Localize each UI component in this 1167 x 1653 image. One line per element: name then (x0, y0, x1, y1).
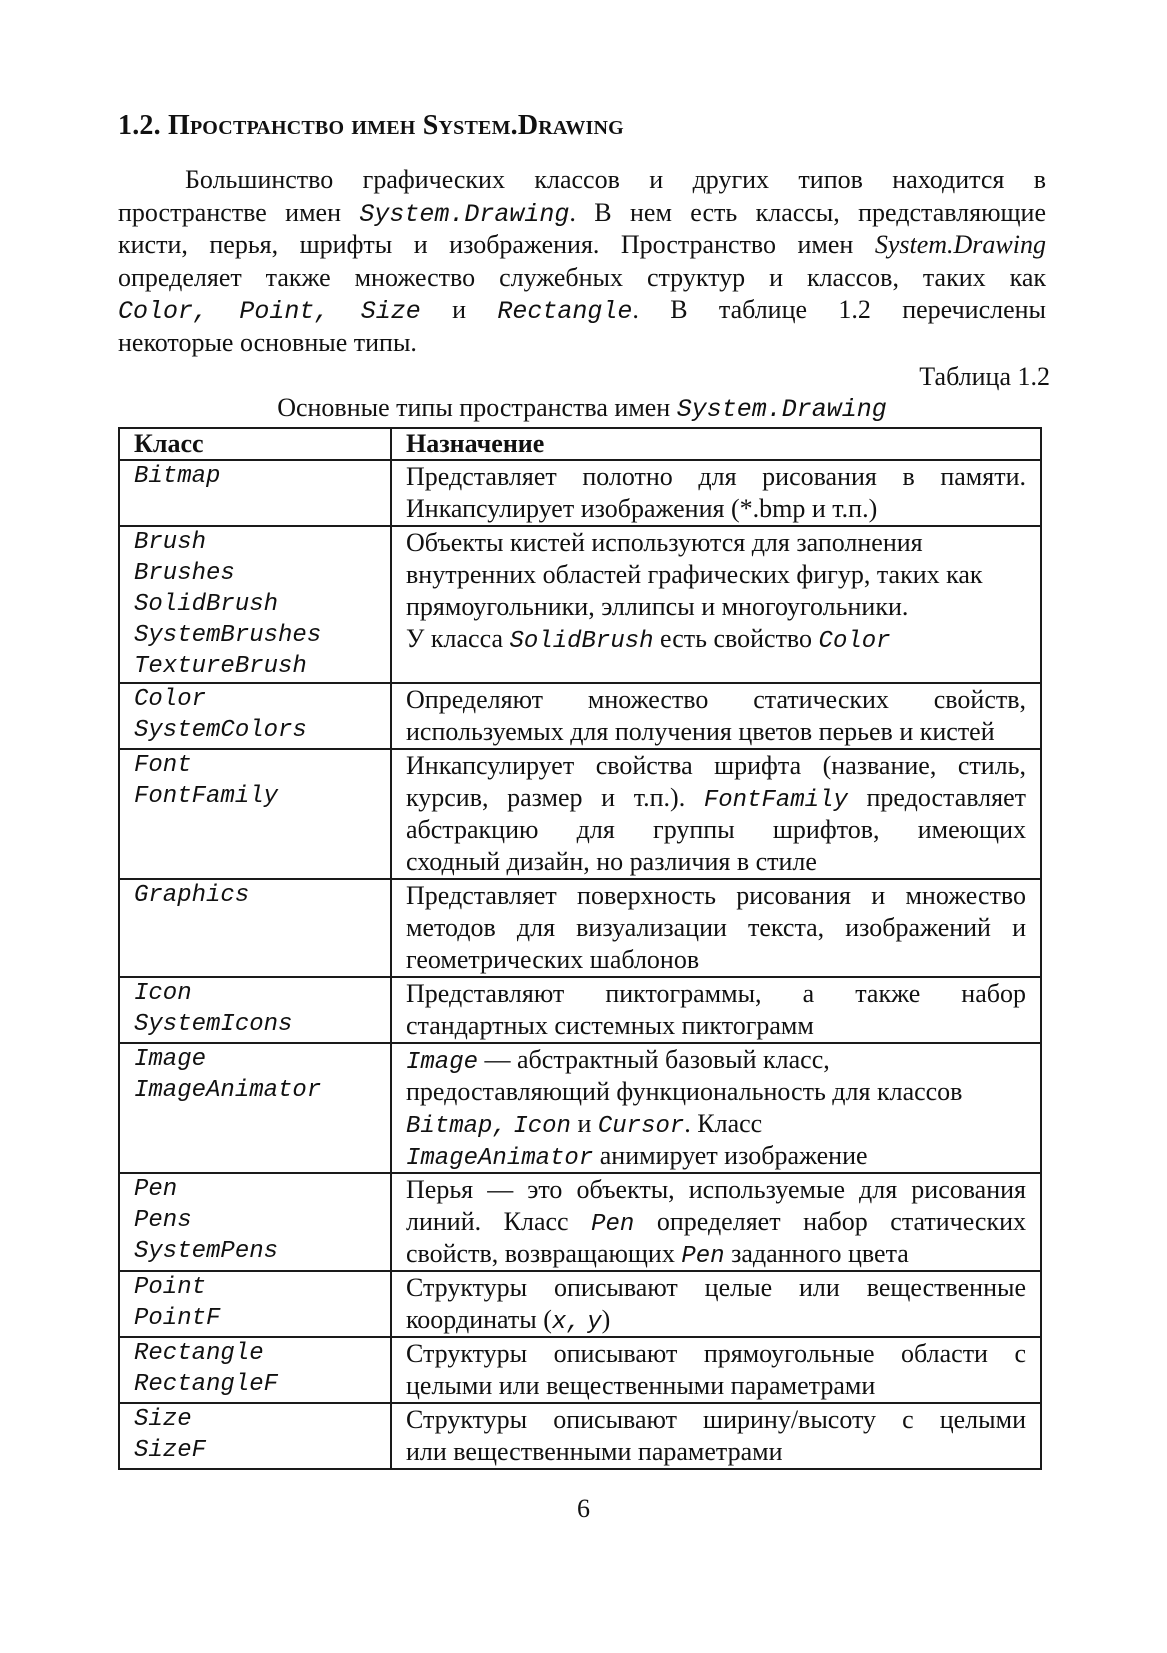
class-cell (119, 1043, 391, 1173)
header-class: Класс (119, 428, 391, 460)
purpose-cell: Представляет поверхность рисования и множество методов для визуализации текста, изображений и геометрических шаблонов (391, 879, 1041, 977)
intro-line: некоторые основные типы. (118, 327, 417, 357)
class-name: Brush (134, 529, 207, 556)
class-name: FontFamily (134, 783, 279, 810)
class-name: SystemBrushes (134, 622, 322, 649)
intro-line: Большинство графических классов и других типов находится в (185, 165, 1046, 194)
class-cell (119, 749, 391, 879)
intro-line: кисти, перья, шрифты и изображения. Пространство имен System.Drawing (118, 230, 1046, 259)
class-cell (119, 460, 391, 526)
class-name: RectangleF (134, 1371, 279, 1398)
intro-line: пространстве имен System.Drawing. В нем есть классы, представляющие (118, 197, 1047, 229)
class-name: Pen (134, 1176, 178, 1203)
table-row (119, 1337, 1041, 1403)
intro-paragraph (118, 164, 1046, 359)
table-row (119, 460, 1041, 526)
table-row (119, 977, 1041, 1043)
class-name: SizeF (134, 1437, 207, 1464)
table-number: Таблица 1.2 (919, 362, 1050, 391)
class-name: Point (134, 1274, 207, 1301)
table-row (119, 683, 1041, 749)
table-row (119, 1403, 1041, 1469)
class-name: TextureBrush (134, 653, 307, 680)
table-row (119, 1173, 1041, 1271)
class-name: Icon (134, 980, 192, 1007)
class-name: Graphics (134, 882, 250, 909)
class-cell (119, 977, 391, 1043)
table-row (119, 1043, 1041, 1173)
class-name: Bitmap (134, 463, 221, 490)
header-purpose: Назначение (391, 428, 1041, 460)
purpose-cell: Image — абстрактный базовый класс, предоставляющий функциональность для классов Bitmap, Icon и Cursor. Класс ImageAnimator анимирует изображение (391, 1043, 1041, 1173)
class-cell (119, 879, 391, 977)
table-row (119, 526, 1041, 683)
purpose-cell: Представляют пиктограммы, а также набор стандартных системных пиктограмм (391, 977, 1041, 1043)
class-name: Pens (134, 1207, 192, 1234)
purpose-cell: Структуры описывают целые или вещественные координаты (x, y) (391, 1271, 1041, 1337)
purpose-cell: Структуры описывают ширину/высоту с целыми или вещественными параметрами (391, 1403, 1041, 1469)
class-name: Color (134, 686, 207, 713)
purpose-cell: Инкапсулирует свойства шрифта (название, стиль, курсив, размер и т.п.). FontFamily предоставляет абстракцию для группы шрифтов, имеющих сходный дизайн, но различия в стиле (391, 749, 1041, 879)
class-name: Font (134, 752, 192, 779)
section-number: 1.2. (118, 110, 161, 141)
section-title: Пространство имен System.Drawing (168, 110, 624, 141)
purpose-cell: Перья — это объекты, используемые для рисования линий. Класс Pen определяет набор статических свойств, возвращающих Pen заданного цвета (391, 1173, 1041, 1271)
class-cell (119, 1403, 391, 1469)
class-cell (119, 1337, 391, 1403)
purpose-cell: Представляет полотно для рисования в памяти. Инкапсулирует изображения (*.bmp и т.п.) (391, 460, 1041, 526)
table-row (119, 1271, 1041, 1337)
class-cell (119, 1271, 391, 1337)
table-caption: Основные типы пространства имен System.Drawing (277, 393, 887, 424)
class-name: ImageAnimator (134, 1077, 322, 1104)
class-name: Rectangle (134, 1340, 264, 1367)
class-name: Size (134, 1406, 192, 1433)
table-header-row (119, 428, 1041, 460)
class-name: SolidBrush (134, 591, 279, 618)
table-row (119, 879, 1041, 977)
class-cell (119, 1173, 391, 1271)
page-number: 6 (577, 1494, 590, 1523)
class-name: Image (134, 1046, 207, 1073)
intro-line: определяет также множество служебных структур и классов, таких как (118, 262, 1046, 292)
purpose-cell: Структуры описывают прямоугольные области с целыми или вещественными параметрами (391, 1337, 1041, 1403)
table-row (119, 749, 1041, 879)
class-name: PointF (134, 1305, 221, 1332)
class-cell (119, 526, 391, 683)
class-name: SystemColors (134, 717, 307, 744)
types-table (118, 427, 1042, 1470)
class-cell (119, 683, 391, 749)
purpose-cell: Объекты кистей используются для заполнения внутренних областей графических фигур, таких как прямоугольники, эллипсы и многоугольники. У класса SolidBrush есть свойство Color (391, 526, 1041, 683)
class-name: SystemIcons (134, 1011, 293, 1038)
class-name: SystemPens (134, 1238, 279, 1265)
purpose-cell: Определяют множество статических свойств, используемых для получения цветов перьев и кистей (391, 683, 1041, 749)
class-name: Brushes (134, 560, 235, 587)
intro-line: Color, Point, Size и Rectangle. В таблице 1.2 перечислены (118, 295, 1047, 326)
section-heading (118, 110, 624, 142)
